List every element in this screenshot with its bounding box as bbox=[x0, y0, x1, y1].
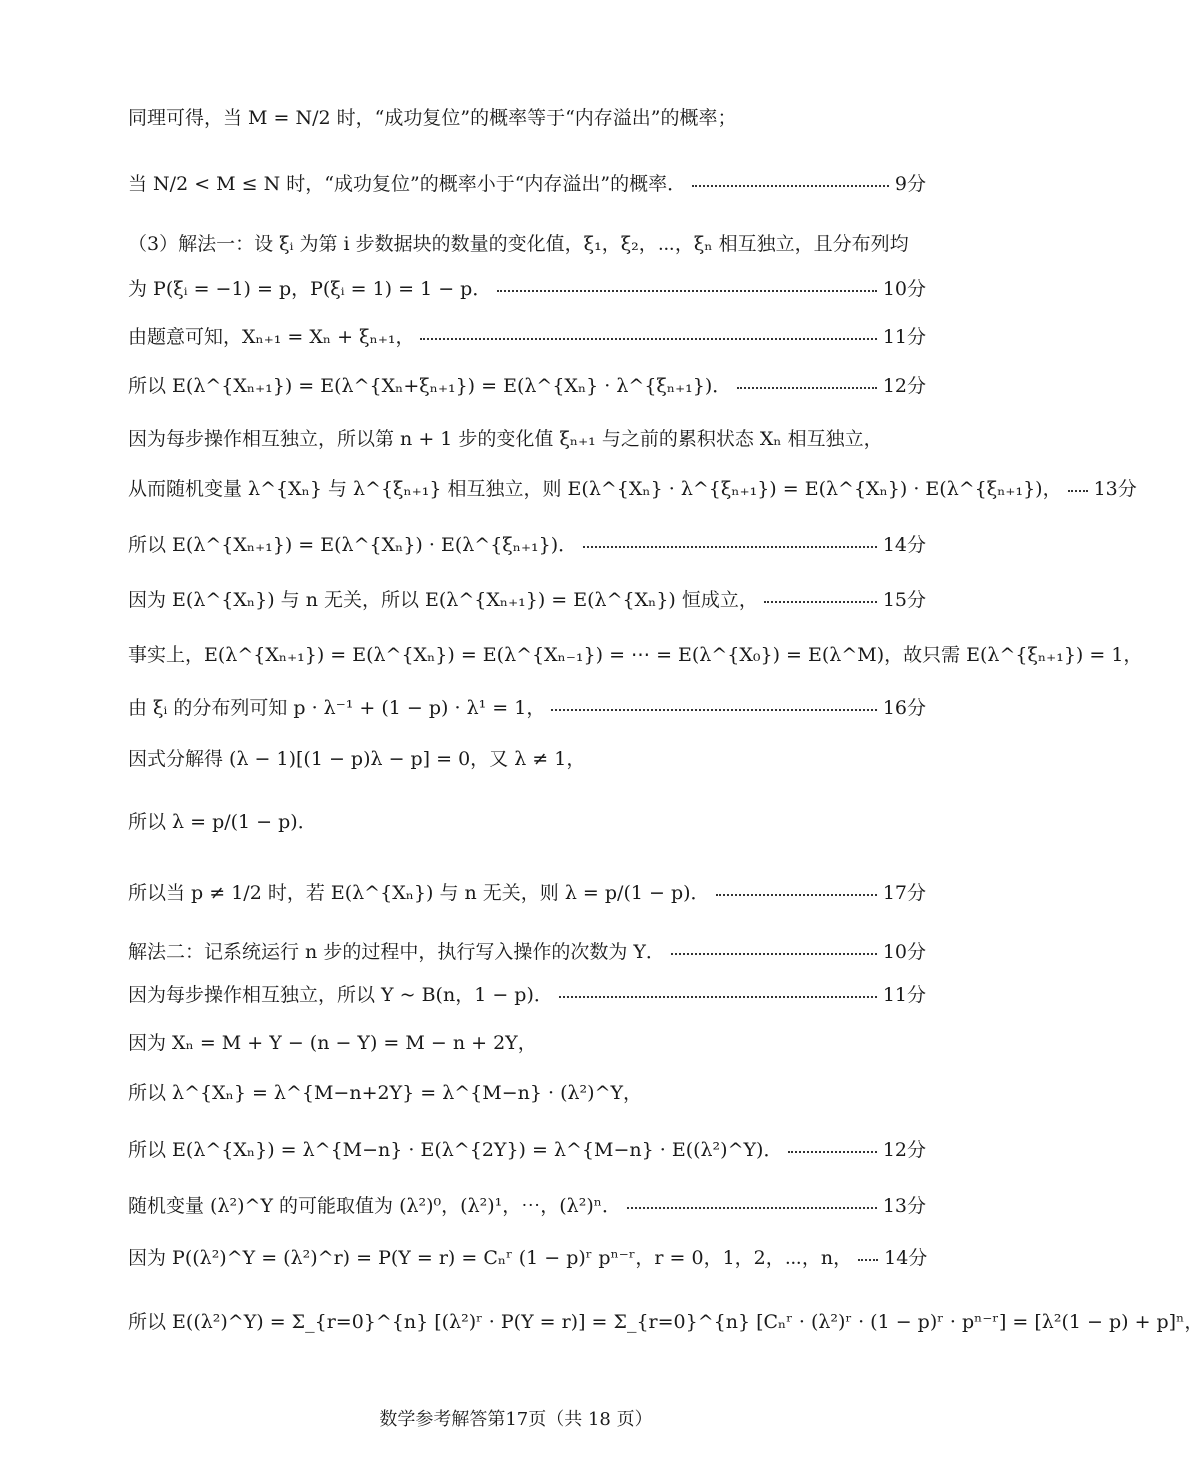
leader-dots bbox=[583, 546, 877, 548]
line-text: 为 P(ξᵢ = −1) = p，P(ξᵢ = 1) = 1 − p． bbox=[128, 277, 492, 300]
page-footer: 数学参考解答第17页（共 18 页） bbox=[379, 1409, 653, 1430]
line-text: 因为 E(λ^{Xₙ}) 与 n 无关，所以 E(λ^{Xₙ₊₁}) = E(λ^{Xₙ}) 恒成立， bbox=[128, 588, 758, 611]
leader-dots bbox=[764, 601, 877, 603]
leader-dots bbox=[420, 338, 876, 340]
solution-line bbox=[128, 473, 1137, 501]
leader-dots bbox=[692, 185, 889, 187]
solution-line bbox=[128, 692, 926, 720]
solution-line bbox=[128, 584, 926, 612]
solution-line bbox=[128, 936, 926, 964]
line-text: 因为每步操作相互独立，所以 Y ~ B(n，1 − p)． bbox=[128, 983, 553, 1006]
solution-line bbox=[128, 370, 926, 398]
line-text: 事实上，E(λ^{Xₙ₊₁}) = E(λ^{Xₙ}) = E(λ^{Xₙ₋₁}) = ⋯ = E(λ^{X₀}) = E(λ^M)，故只需 E(λ^{ξₙ₊₁}) = 1， bbox=[128, 643, 1143, 666]
line-text: 因为 Xₙ = M + Y − (n − Y) = M − n + 2Y， bbox=[128, 1031, 537, 1054]
leader-dots bbox=[497, 290, 876, 292]
line-text: 因为每步操作相互独立，所以第 n + 1 步的变化值 ξₙ₊₁ 与之前的累积状态 Xₙ 相互独立， bbox=[128, 427, 883, 450]
solution-line bbox=[128, 168, 926, 196]
line-text: 因式分解得 (λ − 1)[(1 − p)λ − p] = 0，又 λ ≠ 1， bbox=[128, 747, 586, 770]
line-text: 所以当 p ≠ 1/2 时，若 E(λ^{Xₙ}) 与 n 无关，则 λ = p/(1 − p)． bbox=[128, 881, 710, 904]
solution-line bbox=[128, 1242, 926, 1270]
solution-line bbox=[128, 877, 926, 905]
line-text: 所以 E(λ^{Xₙ₊₁}) = E(λ^{Xₙ+ξₙ₊₁}) = E(λ^{Xₙ} · λ^{ξₙ₊₁})． bbox=[128, 374, 732, 397]
solution-line bbox=[128, 1190, 926, 1218]
line-text: 同理可得，当 M = N/2 时，“成功复位”的概率等于“内存溢出”的概率； bbox=[128, 106, 737, 129]
solution-line bbox=[128, 1134, 926, 1162]
leader-dots bbox=[671, 953, 877, 955]
line-text: （3）解法一：设 ξᵢ 为第 i 步数据块的数量的变化值，ξ₁，ξ₂，⋯，ξₙ 相互独立，且分布列均 bbox=[128, 232, 909, 255]
solution-line bbox=[128, 1306, 1203, 1334]
line-text: 所以 λ^{Xₙ} = λ^{M−n+2Y} = λ^{M−n} · (λ²)^Y， bbox=[128, 1081, 643, 1104]
score-mark: 9分 bbox=[894, 172, 926, 195]
solution-line bbox=[128, 273, 926, 301]
solution-line bbox=[128, 228, 926, 256]
solution-line bbox=[128, 102, 926, 130]
line-text: 由 ξᵢ 的分布列可知 p · λ⁻¹ + (1 − p) · λ¹ = 1， bbox=[128, 696, 546, 719]
solution-line bbox=[128, 979, 926, 1007]
solution-line bbox=[128, 806, 926, 834]
solution-line bbox=[128, 1077, 926, 1105]
leader-dots bbox=[551, 709, 876, 711]
score-mark: 15分 bbox=[882, 588, 926, 611]
score-mark: 14分 bbox=[882, 533, 926, 556]
leader-dots bbox=[716, 894, 877, 896]
score-mark: 10分 bbox=[882, 277, 926, 300]
leader-dots bbox=[737, 387, 877, 389]
solution-line bbox=[128, 423, 926, 451]
leader-dots bbox=[627, 1207, 877, 1209]
score-mark: 17分 bbox=[882, 881, 926, 904]
line-text: 从而随机变量 λ^{Xₙ} 与 λ^{ξₙ₊₁} 相互独立，则 E(λ^{Xₙ} · λ^{ξₙ₊₁}) = E(λ^{Xₙ}) · E(λ^{ξₙ₊₁})， bbox=[128, 477, 1062, 500]
solution-line bbox=[128, 743, 926, 771]
leader-dots bbox=[559, 996, 877, 998]
leader-dots bbox=[858, 1259, 878, 1261]
leader-dots bbox=[788, 1151, 876, 1153]
line-text: 当 N/2 < M ≤ N 时，“成功复位”的概率小于“内存溢出”的概率． bbox=[128, 172, 687, 195]
score-mark: 11分 bbox=[882, 325, 926, 348]
leader-dots bbox=[1068, 490, 1088, 492]
line-text: 解法二：记系统运行 n 步的过程中，执行写入操作的次数为 Y． bbox=[128, 940, 665, 963]
score-mark: 14分 bbox=[884, 1246, 928, 1269]
line-text: 因为 P((λ²)^Y = (λ²)^r) = P(Y = r) = Cₙʳ (1 − p)ʳ pⁿ⁻ʳ，r = 0，1，2，⋯，n， bbox=[128, 1246, 853, 1269]
line-text: 所以 E((λ²)^Y) = Σ_{r=0}^{n} [(λ²)ʳ · P(Y = r)] = Σ_{r=0}^{n} [Cₙʳ · (λ²)ʳ · (1 − p)ʳ · pⁿ⁻ʳ] = [λ²(1 − p) + p]ⁿ， bbox=[128, 1310, 1203, 1333]
line-text: 随机变量 (λ²)^Y 的可能取值为 (λ²)⁰，(λ²)¹，⋯，(λ²)ⁿ． bbox=[128, 1194, 621, 1217]
score-mark: 10分 bbox=[882, 940, 926, 963]
score-mark: 12分 bbox=[882, 374, 926, 397]
solution-line bbox=[128, 639, 1143, 667]
score-mark: 12分 bbox=[882, 1138, 926, 1161]
line-text: 所以 λ = p/(1 − p)． bbox=[128, 810, 317, 833]
solution-line bbox=[128, 529, 926, 557]
score-mark: 13分 bbox=[882, 1194, 926, 1217]
line-text: 所以 E(λ^{Xₙ₊₁}) = E(λ^{Xₙ}) · E(λ^{ξₙ₊₁})． bbox=[128, 533, 578, 556]
score-mark: 13分 bbox=[1093, 477, 1137, 500]
line-text: 所以 E(λ^{Xₙ}) = λ^{M−n} · E(λ^{2Y}) = λ^{M−n} · E((λ²)^Y)． bbox=[128, 1138, 783, 1161]
line-text: 由题意可知，Xₙ₊₁ = Xₙ + ξₙ₊₁， bbox=[128, 325, 415, 348]
solution-line bbox=[128, 1027, 926, 1055]
solution-line bbox=[128, 321, 926, 349]
score-mark: 16分 bbox=[882, 696, 926, 719]
score-mark: 11分 bbox=[882, 983, 926, 1006]
